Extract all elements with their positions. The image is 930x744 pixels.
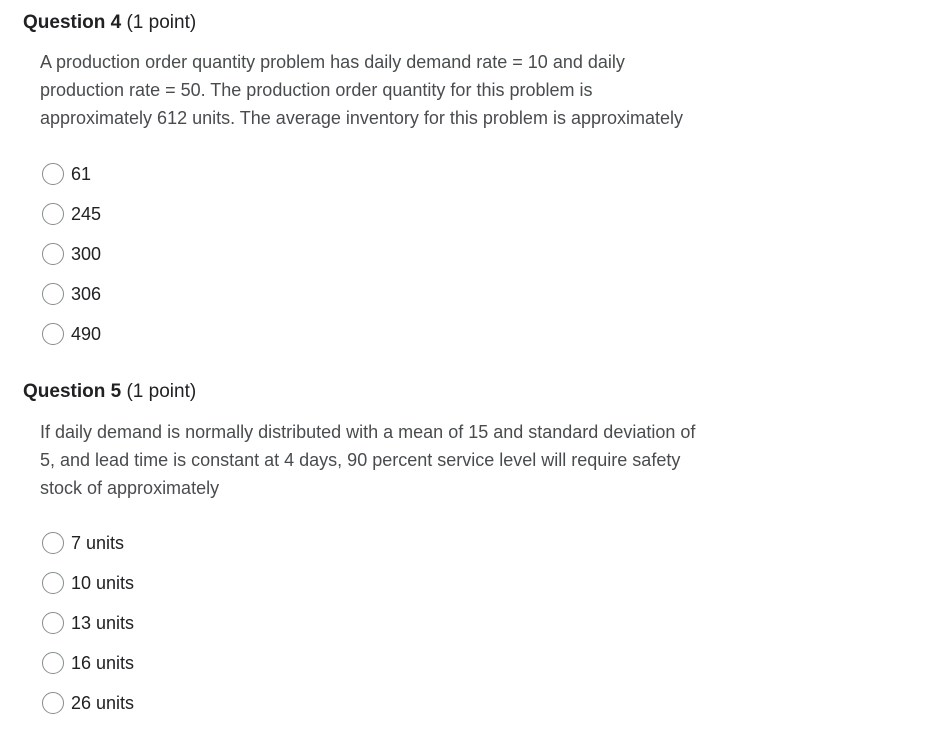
answer-option[interactable] bbox=[42, 643, 134, 683]
question-points: (1 point) bbox=[126, 381, 197, 402]
question-title: Question 4 bbox=[23, 12, 122, 33]
answer-label[interactable]: 490 bbox=[71, 323, 102, 344]
radio-button[interactable] bbox=[42, 243, 64, 265]
question-header bbox=[23, 381, 196, 403]
radio-button[interactable] bbox=[42, 323, 64, 345]
answer-option[interactable] bbox=[42, 194, 101, 234]
radio-button[interactable] bbox=[42, 572, 64, 594]
question-header bbox=[23, 12, 196, 34]
answer-option[interactable] bbox=[42, 683, 134, 723]
question-text-line: 5, and lead time is constant at 4 days, 90 percent service level will require safety bbox=[40, 450, 681, 470]
radio-button[interactable] bbox=[42, 612, 64, 634]
answer-label[interactable]: 306 bbox=[71, 283, 102, 304]
answer-label[interactable]: 245 bbox=[71, 203, 102, 224]
radio-button[interactable] bbox=[42, 203, 64, 225]
radio-button[interactable] bbox=[42, 283, 64, 305]
answer-label[interactable]: 26 units bbox=[71, 692, 135, 713]
answer-option[interactable] bbox=[42, 563, 134, 603]
answer-label[interactable]: 300 bbox=[71, 243, 102, 264]
answer-option[interactable] bbox=[42, 523, 134, 563]
answer-option[interactable] bbox=[42, 234, 101, 274]
answer-options bbox=[42, 154, 101, 354]
question-text-line: A production order quantity problem has daily demand rate = 10 and daily bbox=[40, 52, 625, 72]
answer-label[interactable]: 61 bbox=[71, 163, 92, 184]
question-text-line: If daily demand is normally distributed with a mean of 15 and standard deviation of bbox=[40, 422, 696, 442]
radio-button[interactable] bbox=[42, 163, 64, 185]
question-text-line: approximately 612 units. The average inventory for this problem is approximately bbox=[40, 108, 683, 128]
radio-button[interactable] bbox=[42, 652, 64, 674]
question-points: (1 point) bbox=[126, 12, 197, 33]
answer-option[interactable] bbox=[42, 314, 101, 354]
answer-option[interactable] bbox=[42, 603, 134, 643]
radio-button[interactable] bbox=[42, 692, 64, 714]
question-text-line: production rate = 50. The production order quantity for this problem is bbox=[40, 80, 593, 100]
question-text-line: stock of approximately bbox=[40, 478, 220, 498]
answer-label[interactable]: 7 units bbox=[71, 532, 125, 553]
radio-button[interactable] bbox=[42, 532, 64, 554]
question-text bbox=[40, 48, 755, 132]
answer-options bbox=[42, 523, 134, 723]
question-text bbox=[40, 418, 755, 502]
answer-label[interactable]: 13 units bbox=[71, 612, 135, 633]
answer-option[interactable] bbox=[42, 154, 101, 194]
answer-option[interactable] bbox=[42, 274, 101, 314]
question-title: Question 5 bbox=[23, 381, 122, 402]
answer-label[interactable]: 16 units bbox=[71, 652, 135, 673]
answer-label[interactable]: 10 units bbox=[71, 572, 135, 593]
